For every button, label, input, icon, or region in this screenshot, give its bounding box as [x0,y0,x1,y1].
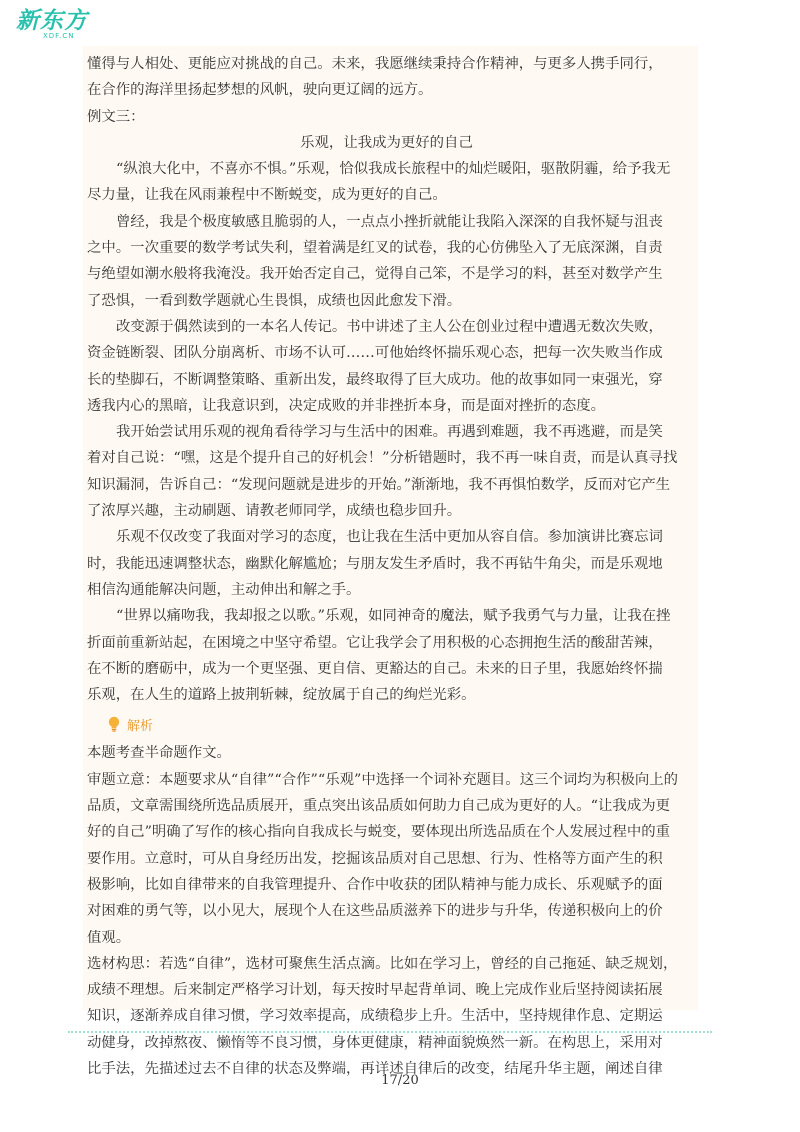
text-line: 成绩不理想。后来制定严格学习计划，每天按时早起背单词、晚上完成作业后坚持阅读拓展 [87,982,663,999]
page-number: 17/20 [381,1073,419,1088]
text-line: 着对自己说：“嘿，这是个提升自己的好机会！”分析错题时，我不再一味自责，而是认真寻找 [87,450,678,467]
text-line: 在不断的磨砺中，成为一个更坚强、更自信、更豁达的自己。未来的日子里，我愿始终怀揣 [87,660,663,677]
text-line: 改变源于偶然读到的一本名人传记。书中讲述了主人公在创业过程中遭遇无数次失败， [116,318,663,335]
text-line: 选材构思：若选“自律”，选材可聚焦生活点滴。比如在学习上，曾经的自己拖延、缺乏规划， [87,955,678,972]
text-line: 极影响，比如自律带来的自我管理提升、合作中收获的团队精神与能力成长、乐观赋予的面 [87,876,663,893]
text-line: 相信沟通能解决问题，主动伸出和解之手。 [87,581,361,598]
text-line: 品质，文章需围绕所选品质展开，重点突出该品质如何助力自己成为更好的人。“让我成为更 [87,798,670,815]
text-line: 对困难的勇气等，以小见大，展现个人在这些品质滋养下的进步与升华，传递积极向上的价 [87,903,663,920]
text-line: 乐观不仅改变了我面对学习的态度，也让我在生活中更加从容自信。参加演讲比赛忘词 [116,529,663,546]
text-line: 知识漏洞，告诉自己：“发现问题就是进步的开始。”渐渐地，我不再惧怕数学，反而对它产生 [87,476,671,493]
text-line: 尽力量，让我在风雨兼程中不断蜕变，成为更好的自己。 [87,187,447,204]
text-line: 乐观，在人生的道路上披荆斩棘，绽放属于自己的绚烂光彩。 [87,687,476,704]
text-line: 透我内心的黑暗，让我意识到，决定成败的并非挫折本身，而是面对挫折的态度。 [87,397,606,414]
text-line: 折面前重新站起，在困境之中坚守希望。它让我学会了用积极的心态拥抱生活的酸甜苦辣， [87,634,663,651]
text-line: 曾经，我是个极度敏感且脆弱的人，一点点小挫折就能让我陷入深深的自我怀疑与沮丧 [116,213,663,230]
text-line: 了浓厚兴趣，主动刷题、请教老师同学，成绩也稳步回升。 [87,503,462,520]
text-line: “纵浪大化中，不喜亦不惧。”乐观，恰似我成长旅程中的灿烂暖阳，驱散阴霾，给予我无 [116,161,671,178]
example-label: 例文三： [87,108,145,125]
text-line: 在合作的海洋里扬起梦想的风帆，驶向更辽阔的远方。 [87,82,433,99]
text-line: 审题立意：本题要求从“自律”“合作”“乐观”中选择一个词补充题目。这三个词均为积极向上的 [87,771,678,788]
analysis-tag [87,708,686,740]
document-content [83,46,698,1077]
text-line: 懂得与人相处、更能应对挑战的自己。未来，我愿继续秉持合作精神，与更多人携手同行， [87,56,663,72]
text-line: 好的自己”明确了写作的核心指向自我成长与蜕变，要体现出所选品质在个人发展过程中的重 [87,824,670,841]
analysis-tag-label: 解析 [127,718,154,734]
footer-divider [68,1031,712,1033]
lightbulb-icon [107,716,121,732]
text-line: 知识，逐渐养成自律习惯，学习效率提高，成绩稳步上升。生活中，坚持规律作息、定期运 [87,1008,663,1025]
logo-domain: XDF.CN [43,32,75,40]
text-line: 本题考查半命题作文。 [87,745,231,762]
text-line: 值观。 [87,929,131,946]
logo-wordmark: 新东方 [16,8,88,34]
xdf-logo [16,8,96,44]
text-line: 了恐惧，一看到数学题就心生畏惧，成绩也因此愈发下滑。 [87,292,462,309]
text-line: 我开始尝试用乐观的视角看待学习与生活中的困难。再遇到难题，我不再逃避，而是笑 [116,424,663,441]
text-line: 与绝望如潮水般将我淹没。我开始否定自己，觉得自己笨，不是学习的料，甚至对数学产生 [87,266,663,283]
text-line: 动健身，改掉熬夜、懒惰等不良习惯，身体更健康，精神面貌焕然一新。在构思上，采用对 [87,1034,663,1051]
text-line: 比手法，先描述过去不自律的状态及弊端，再详述自律后的改变，结尾升华主题，阐述自律 [87,1060,663,1077]
text-line: “世界以痛吻我，我却报之以歌。”乐观，如同神奇的魔法，赋予我勇气与力量，让我在挫 [116,608,671,625]
text-line: 之中。一次重要的数学考试失利，望着满是红叉的试卷，我的心仿佛坠入了无底深渊，自责 [87,240,663,257]
text-line: 长的垫脚石，不断调整策略、重新出发，最终取得了巨大成功。他的故事如同一束强光，穿 [87,371,663,388]
text-line: 时，我能迅速调整状态，幽默化解尴尬；与朋友发生矛盾时，我不再钻牛角尖，而是乐观地 [87,555,663,572]
essay-title: 乐观，让我成为更好的自己 [300,134,473,151]
text-line: 要作用。立意时，可从自身经历出发，挖掘该品质对自己思想、行为、性格等方面产生的积 [87,850,663,867]
text-line: 资金链断裂、团队分崩离析、市场不认可……可他始终怀揣乐观心态，把每一次失败当作成 [87,345,663,362]
